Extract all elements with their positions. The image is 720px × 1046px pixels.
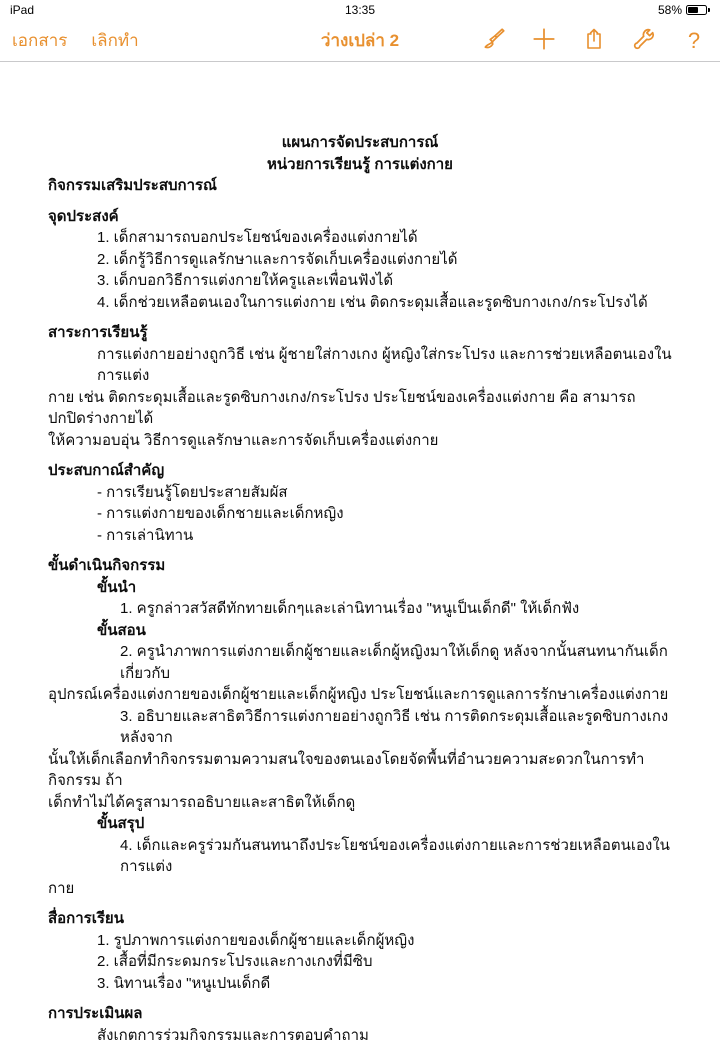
help-button[interactable] [680, 27, 708, 55]
wrench-icon [631, 26, 657, 55]
doc-line[interactable]: กาย [48, 878, 672, 900]
doc-line[interactable]: การแต่งกายอย่างถูกวิธี เช่น ผู้ชายใส่กางเกง ผู้หญิงใส่กระโปรง และการช่วยเหลือตนเองในการแต่ง [48, 344, 672, 387]
share-box-arrow-up-icon [582, 27, 606, 54]
doc-line[interactable]: อุปกรณ์เครื่องแต่งกายของเด็กผู้ชายและเด็กผู้หญิง ประโยชน์และการดูแลการรักษาเครื่องแต่งกาย [48, 684, 672, 706]
doc-line[interactable]: ขั้นดำเนินกิจกรรม [48, 555, 672, 577]
question-mark-icon: ? [688, 30, 700, 52]
doc-line[interactable]: นั้นให้เด็กเลือกทำกิจกรรมตามความสนใจของตนเองโดยจัดพื้นที่อำนวยความสะดวกในการทำกิจกรรม ถ้า [48, 749, 672, 792]
doc-line[interactable]: 1. ครูกล่าวสวัสดีทักทายเด็กๆและเล่านิทานเรื่อง "หนูเป็นเด็กดี" ให้เด็กฟัง [48, 598, 672, 620]
doc-line[interactable]: - การเล่านิทาน [48, 525, 672, 547]
undo-button[interactable]: เลิกทำ [91, 27, 138, 54]
tools-button[interactable] [630, 27, 658, 55]
doc-line[interactable]: 3. นิทานเรื่อง "หนูเปนเด็กดี [48, 973, 672, 995]
doc-line[interactable]: ขั้นนำ [48, 577, 672, 599]
battery-fill [688, 7, 698, 13]
documents-button[interactable]: เอกสาร [12, 27, 67, 54]
doc-line[interactable]: 3. อธิบายและสาธิตวิธีการแต่งกายอย่างถูกวิธี เช่น การติดกระดุมเสื้อและรูดซิบกางเกง หลังจาก [48, 706, 672, 749]
doc-line[interactable]: ขั้นสรุป [48, 813, 672, 835]
doc-line[interactable]: สาระการเรียนรู้ [48, 322, 672, 344]
document-title: ว่างเปล่า 2 [321, 27, 399, 54]
document-page[interactable] [0, 62, 720, 1046]
doc-line[interactable]: ให้ความอบอุ่น วิธีการดูแลรักษาและการจัดเก็บเครื่องแต่งกาย [48, 430, 672, 452]
battery-percent: 58% [658, 3, 682, 17]
doc-line[interactable]: 4. เด็กช่วยเหลือตนเองในการแต่งกาย เช่น ติดกระดุมเสื้อและรูดซิบกางเกง/กระโปรงได้ [48, 292, 672, 314]
doc-line[interactable]: เด็กทำไม่ได้ครูสามารถอธิบายและสาธิตให้เด็กดู [48, 792, 672, 814]
doc-line[interactable]: ประสบกาณ์สำคัญ [48, 460, 672, 482]
doc-line[interactable]: จุดประสงค์ [48, 206, 672, 228]
share-button[interactable] [580, 27, 608, 55]
battery-status [570, 3, 710, 17]
doc-line[interactable]: แผนการจัดประสบการณ์ [48, 132, 672, 154]
doc-line[interactable]: 1. เด็กสามารถบอกประโยชน์ของเครื่องแต่งกายได้ [48, 227, 672, 249]
doc-line[interactable]: การประเมินผล [48, 1003, 672, 1025]
paintbrush-icon [481, 26, 507, 55]
toolbar-icons [480, 27, 708, 55]
doc-line[interactable]: - การเรียนรู้โดยประสายสัมผัส [48, 482, 672, 504]
doc-line[interactable]: สื่อการเรียน [48, 908, 672, 930]
doc-line[interactable]: 2. เด็กรู้วิธีการดูแลรักษาและการจัดเก็บเครื่องแต่งกายได้ [48, 249, 672, 271]
device-label: iPad [10, 3, 150, 17]
doc-line[interactable]: 4. เด็กและครูร่วมกันสนทนาถึงประโยชน์ของเครื่องแต่งกายและการช่วยเหลือตนเองในการแต่ง [48, 835, 672, 878]
doc-line[interactable]: กาย เช่น ติดกระดุมเสื้อและรูดซิบกางเกง/กระโปรง ประโยชน์ของเครื่องแต่งกาย คือ สามารถปกปิดร่างกายได้ [48, 387, 672, 430]
toolbar [0, 20, 720, 62]
doc-line[interactable]: 1. รูปภาพการแต่งกายของเด็กผู้ชายและเด็กผู้หญิง [48, 930, 672, 952]
doc-line[interactable]: 3. เด็กบอกวิธีการแต่งกายให้ครูและเพื่อนฟังได้ [48, 270, 672, 292]
doc-line[interactable]: สังเกตการร่วมกิจกรรมและการตอบคำถาม [48, 1025, 672, 1046]
doc-line[interactable]: 2. ครูนำภาพการแต่งกายเด็กผู้ชายและเด็กผู้หญิงมาให้เด็กดู หลังจากนั้นสนทนากันเด็กเกี่ยวกับ [48, 641, 672, 684]
battery-icon [686, 5, 710, 15]
doc-line[interactable]: 2. เสื้อที่มีกระดมกระโปรงและกางเกงที่มีซิบ [48, 951, 672, 973]
doc-line[interactable]: - การแต่งกายของเด็กชายและเด็กหญิง [48, 503, 672, 525]
plus-icon [531, 26, 557, 55]
doc-line[interactable]: กิจกรรมเสริมประสบการณ์ [48, 175, 672, 197]
status-bar [0, 0, 720, 20]
insert-button[interactable] [530, 27, 558, 55]
doc-line[interactable]: ขั้นสอน [48, 620, 672, 642]
format-button[interactable] [480, 27, 508, 55]
clock: 13:35 [150, 3, 570, 17]
doc-line[interactable]: หน่วยการเรียนรู้ การแต่งกาย [48, 154, 672, 176]
